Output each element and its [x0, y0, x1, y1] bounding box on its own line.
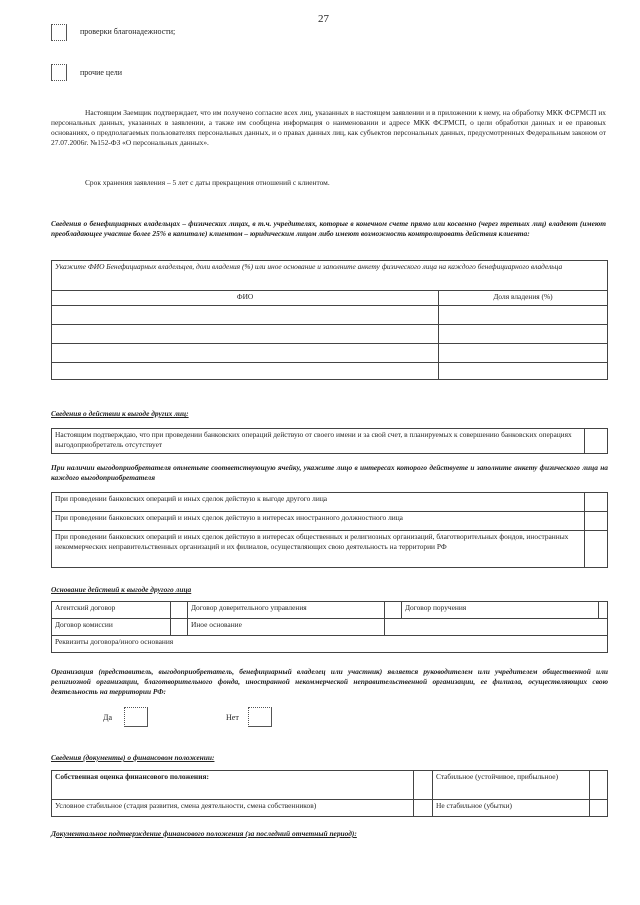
no-label: Нет	[226, 713, 239, 722]
benefit-row-other-person: При проведении банковских операций и иных сделок действую к выгоде другого лица	[52, 493, 585, 512]
beneficiary-instruction: Укажите ФИО Бенефициарных владельцев, доли владения (%) или иное основание и заполните анкету физического лица на каждого бенефициарного владельца	[52, 261, 608, 291]
finance-stable: Стабильное (устойчивое, прибыльное)	[433, 771, 590, 800]
basis-order-checkbox[interactable]	[599, 602, 608, 619]
storage-text: Срок хранения заявления – 5 лет с даты прекращения отношений с клиентом.	[85, 178, 330, 187]
fio-cell[interactable]	[52, 306, 439, 325]
share-cell[interactable]	[439, 363, 608, 380]
beneficiary-note: При наличии выгодоприобретателя отметьте соответствующую ячейку, укажите лицо в интересах которого действуете и заполните анкету физического лица на каждого выгодоприобретателя	[51, 463, 608, 482]
yes-checkbox[interactable]	[124, 707, 148, 727]
basis-other-input[interactable]	[385, 619, 608, 636]
basis-commission-checkbox[interactable]	[171, 619, 188, 636]
others-checkbox[interactable]	[585, 429, 608, 454]
finance-cond-checkbox[interactable]	[414, 800, 433, 817]
others-table	[51, 428, 608, 454]
share-cell[interactable]	[439, 325, 608, 344]
basis-agent-checkbox[interactable]	[171, 602, 188, 619]
basis-heading: Основание действий к выгоде другого лица	[51, 585, 192, 594]
finance-self-assess: Собственная оценка финансового положения:	[52, 771, 414, 800]
fio-cell[interactable]	[52, 344, 439, 363]
option-label-reliability: проверки благонадежности;	[80, 27, 176, 36]
basis-requisites[interactable]: Реквизиты договора/иного основания	[52, 636, 608, 653]
finance-gap	[414, 771, 433, 800]
benefit-row-foreign-official: При проведении банковских операций и иных сделок действую в интересах иностранного должностного лица	[52, 512, 585, 531]
others-heading: Сведения о действии к выгоде других лиц:	[51, 409, 189, 418]
finance-stable-checkbox[interactable]	[590, 771, 608, 800]
benefit-row-organizations: При проведении банковских операций и иных сделок действую в интересах общественных и религиозных организаций, благотворительных фондов, иностранных некоммерческих неправительственных организаций и их филиалов, осуществляющих свою деятельность на территории РФ	[52, 531, 585, 568]
basis-trust-checkbox[interactable]	[385, 602, 402, 619]
finance-heading: Сведения (документы) о финансовом положении:	[51, 753, 215, 762]
basis-agent: Агентский договор	[52, 602, 171, 619]
fio-cell[interactable]	[52, 363, 439, 380]
yes-label: Да	[103, 713, 113, 722]
beneficiary-heading: Сведения о бенефициарных владельцах – физических лицах, в т.ч. учредителях, которые в конечном счете прямо или косвенно (через третьих лиц) владеют (имеют преобладающее участие более 25% в капитале) клиентом – юридическим лицом либо имеют возможность контролировать действия клиента:	[51, 219, 606, 238]
benefit-table	[51, 492, 608, 568]
finance-cond-stable: Условное стабильное (стадия развития, смена деятельности, смена собственников)	[52, 800, 414, 817]
basis-other: Иное основание	[188, 619, 385, 636]
beneficiary-table	[51, 260, 608, 380]
col-header-share: Доля владения (%)	[439, 291, 608, 306]
share-cell[interactable]	[439, 344, 608, 363]
basis-table	[51, 601, 608, 653]
basis-commission-order: Договор поручения	[402, 602, 599, 619]
page-number: 27	[318, 13, 329, 25]
finance-unstable: Не стабильное (убытки)	[433, 800, 590, 817]
consent-paragraph	[51, 108, 606, 148]
org-question: Организация (представитель, выгодоприобретатель, бенефициарный владелец или участник) является руководителем или учредителем общественной или религиозной организации, благотворительного фонда, иностранной некоммерческой неправительственной организации, ее филиала, осуществляющих свою деятельность на территории РФ:	[51, 667, 608, 696]
share-cell[interactable]	[439, 306, 608, 325]
finance-unstable-checkbox[interactable]	[590, 800, 608, 817]
col-header-fio: ФИО	[52, 291, 439, 306]
others-text: Настоящим подтверждаю, что при проведении банковских операций действую от своего имени и за свой счет, в планируемых к совершению банковских операциях выгодоприобретатель отсутствует	[52, 429, 585, 454]
fio-cell[interactable]	[52, 325, 439, 344]
option-label-other: прочие цели	[80, 68, 123, 77]
benefit-checkbox[interactable]	[585, 512, 608, 531]
doc-confirm: Документальное подтверждение финансового положения (за последний отчетный период):	[51, 829, 357, 838]
no-checkbox[interactable]	[248, 707, 272, 727]
basis-trust: Договор доверительного управления	[188, 602, 385, 619]
consent-text: Настоящим Заемщик подтверждает, что им получено согласие всех лиц, указанных в настоящем заявлении и в приложении к нему, на обработку МКК ФСРМСП их персональных данных, указанных в заявлении, а также им сообщена информация о наименовании и адресе МКК ФСРМСП, о цели обработки данных и ее правовых основаниях, о предполагаемых пользователях персональных данных, и о правах данных лиц, как субъектов персональных данных, предусмотренных Федеральным законом от 27.07.2006г. №152-ФЗ «О персональных данных».	[51, 108, 606, 147]
benefit-checkbox[interactable]	[585, 493, 608, 512]
benefit-checkbox[interactable]	[585, 531, 608, 568]
storage-paragraph	[51, 178, 606, 188]
finance-table	[51, 770, 608, 817]
basis-commission: Договор комиссии	[52, 619, 171, 636]
checkbox-reliability-check[interactable]	[51, 24, 67, 41]
checkbox-other-purposes[interactable]	[51, 64, 67, 81]
